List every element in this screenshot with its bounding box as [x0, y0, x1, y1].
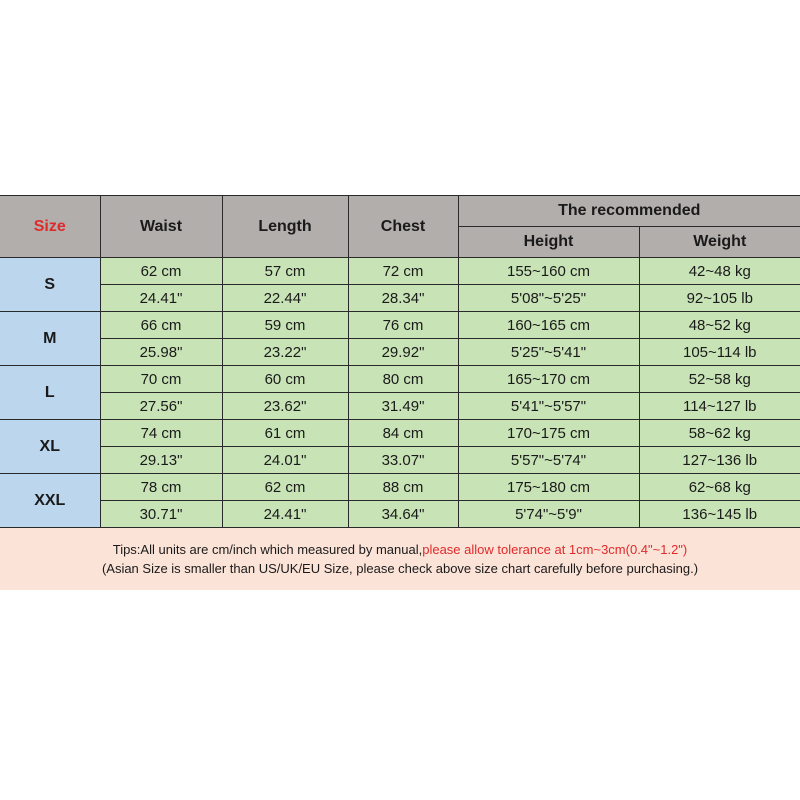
length-cm: 59 cm: [222, 312, 348, 339]
chest-cm: 72 cm: [348, 258, 458, 285]
weight-kg: 52~58 kg: [639, 366, 800, 393]
waist-cm: 70 cm: [100, 366, 222, 393]
chest-inch: 33.07": [348, 447, 458, 474]
weight-lb: 92~105 lb: [639, 285, 800, 312]
table-row: [0, 366, 800, 393]
size-label: XL: [0, 420, 100, 474]
waist-cm: 78 cm: [100, 474, 222, 501]
weight-kg: 42~48 kg: [639, 258, 800, 285]
length-inch: 22.44": [222, 285, 348, 312]
height-cm: 175~180 cm: [458, 474, 639, 501]
chest-cm: 84 cm: [348, 420, 458, 447]
waist-inch: 30.71": [100, 501, 222, 528]
chest-cm: 80 cm: [348, 366, 458, 393]
length-cm: 60 cm: [222, 366, 348, 393]
chest-inch: 28.34": [348, 285, 458, 312]
tips-line-1: [113, 540, 688, 559]
waist-inch: 24.41": [100, 285, 222, 312]
size-label: M: [0, 312, 100, 366]
waist-cm: 62 cm: [100, 258, 222, 285]
chest-inch: 31.49": [348, 393, 458, 420]
waist-cm: 74 cm: [100, 420, 222, 447]
length-inch: 23.62": [222, 393, 348, 420]
height-cm: 165~170 cm: [458, 366, 639, 393]
tips-box: [0, 528, 800, 590]
table-row: [0, 285, 800, 312]
height-ft: 5'08"~5'25": [458, 285, 639, 312]
header-weight: Weight: [639, 227, 800, 258]
weight-kg: 48~52 kg: [639, 312, 800, 339]
size-label: XXL: [0, 474, 100, 528]
waist-cm: 66 cm: [100, 312, 222, 339]
length-inch: 24.01": [222, 447, 348, 474]
waist-inch: 25.98": [100, 339, 222, 366]
chest-cm: 88 cm: [348, 474, 458, 501]
waist-inch: 29.13": [100, 447, 222, 474]
weight-lb: 105~114 lb: [639, 339, 800, 366]
height-ft: 5'41"~5'57": [458, 393, 639, 420]
tolerance-note: please allow tolerance at 1cm~3cm(0.4"~1.2"): [422, 542, 688, 557]
header-recommended: The recommended: [458, 196, 800, 227]
tips-text: Tips:All units are cm/inch which measured by manual,: [112, 542, 423, 557]
size-table: [0, 195, 800, 528]
weight-lb: 114~127 lb: [639, 393, 800, 420]
weight-kg: 58~62 kg: [639, 420, 800, 447]
table-row: [0, 339, 800, 366]
height-cm: 170~175 cm: [458, 420, 639, 447]
length-cm: 61 cm: [222, 420, 348, 447]
table-row: [0, 420, 800, 447]
weight-lb: 136~145 lb: [639, 501, 800, 528]
height-ft: 5'57"~5'74": [458, 447, 639, 474]
tips-line-2: (Asian Size is smaller than US/UK/EU Size, please check above size chart carefully before purchasing.): [101, 561, 699, 576]
height-cm: 160~165 cm: [458, 312, 639, 339]
table-row: [0, 447, 800, 474]
header-height: Height: [458, 227, 639, 258]
table-row: [0, 501, 800, 528]
chest-cm: 76 cm: [348, 312, 458, 339]
height-ft: 5'74"~5'9": [458, 501, 639, 528]
height-ft: 5'25"~5'41": [458, 339, 639, 366]
table-row: [0, 474, 800, 501]
table-row: [0, 393, 800, 420]
weight-kg: 62~68 kg: [639, 474, 800, 501]
table-row: [0, 312, 800, 339]
length-cm: 62 cm: [222, 474, 348, 501]
height-cm: 155~160 cm: [458, 258, 639, 285]
header-waist: Waist: [100, 196, 222, 258]
size-label: L: [0, 366, 100, 420]
length-inch: 23.22": [222, 339, 348, 366]
size-chart: [0, 195, 800, 590]
length-cm: 57 cm: [222, 258, 348, 285]
chest-inch: 29.92": [348, 339, 458, 366]
chest-inch: 34.64": [348, 501, 458, 528]
size-label: S: [0, 258, 100, 312]
header-length: Length: [222, 196, 348, 258]
weight-lb: 127~136 lb: [639, 447, 800, 474]
header-chest: Chest: [348, 196, 458, 258]
header-size: Size: [0, 196, 100, 258]
waist-inch: 27.56": [100, 393, 222, 420]
length-inch: 24.41": [222, 501, 348, 528]
table-row: [0, 258, 800, 285]
